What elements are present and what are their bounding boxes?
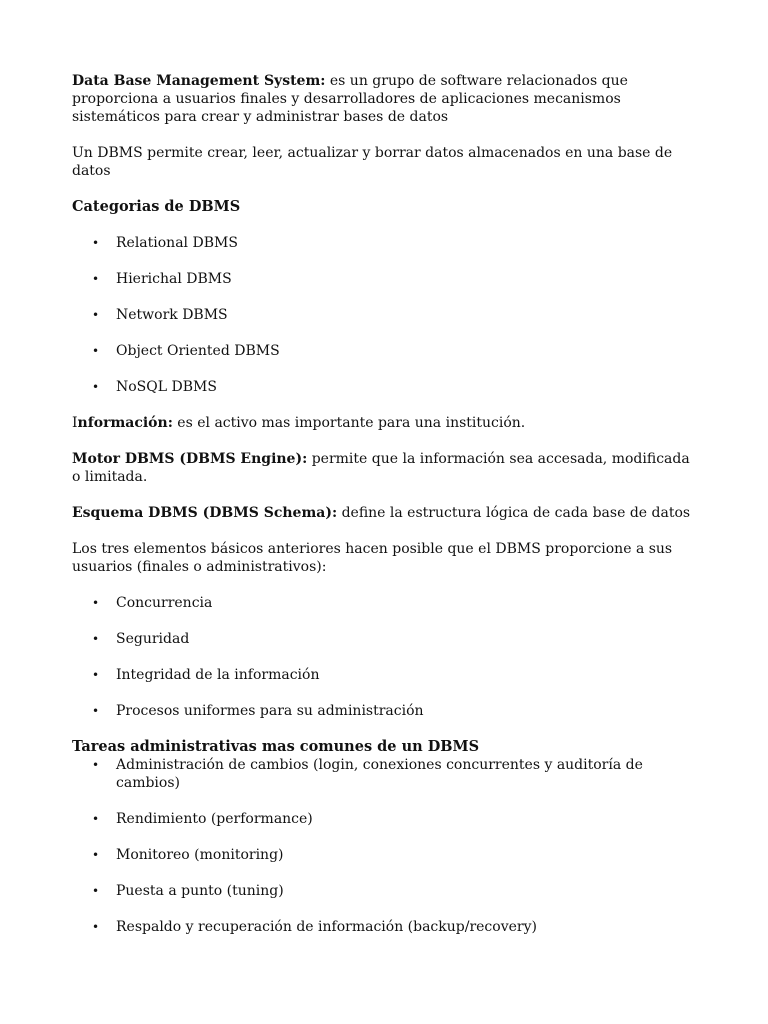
tasks-list [72,756,696,936]
list-item [72,918,696,936]
bullet-icon: • [92,272,100,286]
list-item-text: Seguridad [116,631,190,647]
informacion-paragraph [72,414,696,432]
list-item-text: NoSQL DBMS [116,379,217,395]
bullet-icon: • [92,758,100,772]
list-item [72,630,696,648]
dbms-definition-paragraph [72,72,696,126]
benefits-list [72,594,696,720]
bullet-icon: • [92,812,100,826]
list-item [72,342,696,360]
list-item [72,846,696,864]
dbms-term: Data Base Management System: [72,73,326,89]
list-item [72,666,696,684]
motor-paragraph [72,450,696,486]
esquema-paragraph [72,504,696,522]
list-item-text: Relational DBMS [116,235,238,251]
bullet-icon: • [92,884,100,898]
motor-term: Motor DBMS (DBMS Engine): [72,451,308,467]
list-item-text: Object Oriented DBMS [116,343,280,359]
list-item-text: Integridad de la información [116,667,320,683]
list-item [72,234,696,252]
bullet-icon: • [92,380,100,394]
list-item [72,810,696,828]
bullet-icon: • [92,668,100,682]
tasks-heading: Tareas administrativas mas comunes de un DBMS [72,738,480,755]
categories-list [72,234,696,396]
list-item-text: Respaldo y recuperación de información (backup/recovery) [116,919,537,935]
list-item [72,306,696,324]
esquema-definition: define la estructura lógica de cada base de datos [337,505,691,521]
list-item-text: Monitoreo (monitoring) [116,847,284,863]
informacion-definition: es el activo mas importante para una institución. [172,415,526,431]
list-item-text: Concurrencia [116,595,213,611]
bullet-icon: • [92,308,100,322]
list-item [72,378,696,396]
categories-heading: Categorias de DBMS [72,198,241,215]
informacion-term: nformación: [77,415,173,431]
list-item [72,270,696,288]
list-item-text: Puesta a punto (tuning) [116,883,284,899]
bullet-icon: • [92,632,100,646]
bullet-icon: • [92,920,100,934]
list-item-text: Administración de cambios (login, conexiones concurrentes y auditoría de cambios) [116,757,643,791]
list-item [72,594,696,612]
list-item-text: Rendimiento (performance) [116,811,313,827]
dbms-definition-text: es un grupo de software relacionados que proporciona a usuarios finales y desarrolladores de aplicaciones mecanismos sistemáticos para crear y administrar bases de datos [72,73,628,125]
list-item [72,756,696,792]
motor-definition: permite que la información sea accesada, modificada o limitada. [72,451,690,485]
bullet-icon: • [92,236,100,250]
bullet-icon: • [92,704,100,718]
list-item-text: Hierichal DBMS [116,271,232,287]
list-item-text: Procesos uniformes para su administración [116,703,424,719]
list-item [72,882,696,900]
bullet-icon: • [92,848,100,862]
list-item [72,702,696,720]
list-item-text: Network DBMS [116,307,228,323]
bullet-icon: • [92,596,100,610]
crud-paragraph: Un DBMS permite crear, leer, actualizar y borrar datos almacenados en una base de datos [72,145,673,179]
informacion-lead-letter: I [72,415,78,431]
bullet-icon: • [92,344,100,358]
esquema-term: Esquema DBMS (DBMS Schema): [72,505,338,521]
elements-intro-paragraph: Los tres elementos básicos anteriores hacen posible que el DBMS proporcione a sus usuarios (finales o administrativos): [72,541,673,575]
